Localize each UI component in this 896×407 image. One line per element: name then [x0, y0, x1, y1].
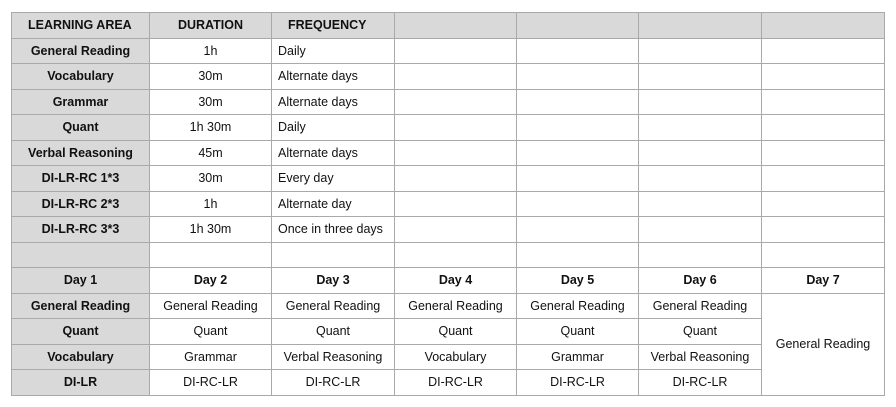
empty-cell	[517, 38, 639, 64]
area-duration: 30m	[150, 89, 272, 115]
schedule-cell: General Reading	[517, 293, 639, 319]
schedule-cell: General Reading	[150, 293, 272, 319]
area-name: DI-LR-RC 2*3	[12, 191, 150, 217]
schedule-cell: DI-LR	[12, 370, 150, 396]
area-duration: 1h	[150, 191, 272, 217]
table-row	[12, 89, 885, 115]
empty-cell	[12, 242, 150, 268]
schedule-cell: General Reading	[272, 293, 395, 319]
area-name: Verbal Reasoning	[12, 140, 150, 166]
schedule-cell: Verbal Reasoning	[272, 344, 395, 370]
area-frequency: Alternate days	[272, 89, 395, 115]
empty-cell	[639, 166, 762, 192]
area-frequency: Alternate day	[272, 191, 395, 217]
empty-cell	[395, 217, 517, 243]
empty-cell	[395, 64, 517, 90]
schedule-cell: Vocabulary	[12, 344, 150, 370]
area-name: General Reading	[12, 38, 150, 64]
empty-cell	[517, 217, 639, 243]
empty-cell	[762, 140, 885, 166]
header-duration: DURATION	[150, 13, 272, 39]
schedule-cell: Vocabulary	[395, 344, 517, 370]
empty-cell	[639, 115, 762, 141]
schedule-row	[12, 319, 885, 345]
schedule-cell: Quant	[639, 319, 762, 345]
table-row	[12, 140, 885, 166]
empty-cell	[395, 115, 517, 141]
schedule-cell: General Reading	[12, 293, 150, 319]
area-name: Vocabulary	[12, 64, 150, 90]
day-header: Day 6	[639, 268, 762, 294]
header-row	[12, 13, 885, 39]
area-name: DI-LR-RC 3*3	[12, 217, 150, 243]
schedule-cell: General Reading	[395, 293, 517, 319]
day-header: Day 7	[762, 268, 885, 294]
table-row	[12, 115, 885, 141]
area-frequency: Alternate days	[272, 64, 395, 90]
area-name: Grammar	[12, 89, 150, 115]
day-header-row	[12, 268, 885, 294]
area-frequency: Alternate days	[272, 140, 395, 166]
schedule-cell: DI-RC-LR	[639, 370, 762, 396]
header-learning-area: LEARNING AREA	[12, 13, 150, 39]
empty-cell	[395, 242, 517, 268]
empty-cell	[272, 242, 395, 268]
schedule-cell: Grammar	[517, 344, 639, 370]
header-empty	[395, 13, 517, 39]
schedule-cell: Quant	[150, 319, 272, 345]
empty-cell	[762, 242, 885, 268]
empty-cell	[762, 191, 885, 217]
schedule-cell: General Reading	[639, 293, 762, 319]
day-header: Day 2	[150, 268, 272, 294]
empty-cell	[517, 64, 639, 90]
empty-cell	[639, 89, 762, 115]
empty-cell	[517, 89, 639, 115]
table-row	[12, 64, 885, 90]
schedule-cell: DI-RC-LR	[150, 370, 272, 396]
header-empty	[639, 13, 762, 39]
empty-cell	[762, 89, 885, 115]
empty-cell	[639, 242, 762, 268]
empty-cell	[639, 140, 762, 166]
day-header: Day 3	[272, 268, 395, 294]
empty-cell	[639, 217, 762, 243]
header-empty	[517, 13, 639, 39]
empty-cell	[395, 140, 517, 166]
schedule-cell: Grammar	[150, 344, 272, 370]
area-duration: 1h 30m	[150, 217, 272, 243]
area-frequency: Once in three days	[272, 217, 395, 243]
empty-cell	[395, 89, 517, 115]
schedule-cell: Verbal Reasoning	[639, 344, 762, 370]
area-duration: 1h	[150, 38, 272, 64]
schedule-cell: DI-RC-LR	[272, 370, 395, 396]
spacer-row	[12, 242, 885, 268]
schedule-row	[12, 370, 885, 396]
table-row	[12, 217, 885, 243]
area-frequency: Daily	[272, 115, 395, 141]
schedule-cell: DI-RC-LR	[395, 370, 517, 396]
area-duration: 30m	[150, 64, 272, 90]
table-row	[12, 38, 885, 64]
empty-cell	[762, 64, 885, 90]
area-name: DI-LR-RC 1*3	[12, 166, 150, 192]
empty-cell	[517, 191, 639, 217]
empty-cell	[517, 115, 639, 141]
empty-cell	[395, 191, 517, 217]
study-plan-table	[11, 12, 885, 396]
day-header: Day 4	[395, 268, 517, 294]
day-header: Day 1	[12, 268, 150, 294]
empty-cell	[517, 242, 639, 268]
schedule-cell: Quant	[517, 319, 639, 345]
empty-cell	[639, 38, 762, 64]
area-duration: 1h 30m	[150, 115, 272, 141]
area-frequency: Daily	[272, 38, 395, 64]
header-empty	[762, 13, 885, 39]
empty-cell	[150, 242, 272, 268]
schedule-row	[12, 344, 885, 370]
day7-cell: General Reading	[762, 293, 885, 395]
table-row	[12, 191, 885, 217]
empty-cell	[395, 166, 517, 192]
area-duration: 45m	[150, 140, 272, 166]
area-duration: 30m	[150, 166, 272, 192]
empty-cell	[639, 64, 762, 90]
empty-cell	[517, 166, 639, 192]
empty-cell	[639, 191, 762, 217]
schedule-cell: Quant	[12, 319, 150, 345]
empty-cell	[395, 38, 517, 64]
area-name: Quant	[12, 115, 150, 141]
header-frequency: FREQUENCY	[272, 13, 395, 39]
empty-cell	[517, 140, 639, 166]
empty-cell	[762, 115, 885, 141]
table-row	[12, 166, 885, 192]
empty-cell	[762, 38, 885, 64]
schedule-cell: Quant	[272, 319, 395, 345]
empty-cell	[762, 217, 885, 243]
area-frequency: Every day	[272, 166, 395, 192]
empty-cell	[762, 166, 885, 192]
day-header: Day 5	[517, 268, 639, 294]
schedule-row	[12, 293, 885, 319]
schedule-cell: DI-RC-LR	[517, 370, 639, 396]
schedule-cell: Quant	[395, 319, 517, 345]
